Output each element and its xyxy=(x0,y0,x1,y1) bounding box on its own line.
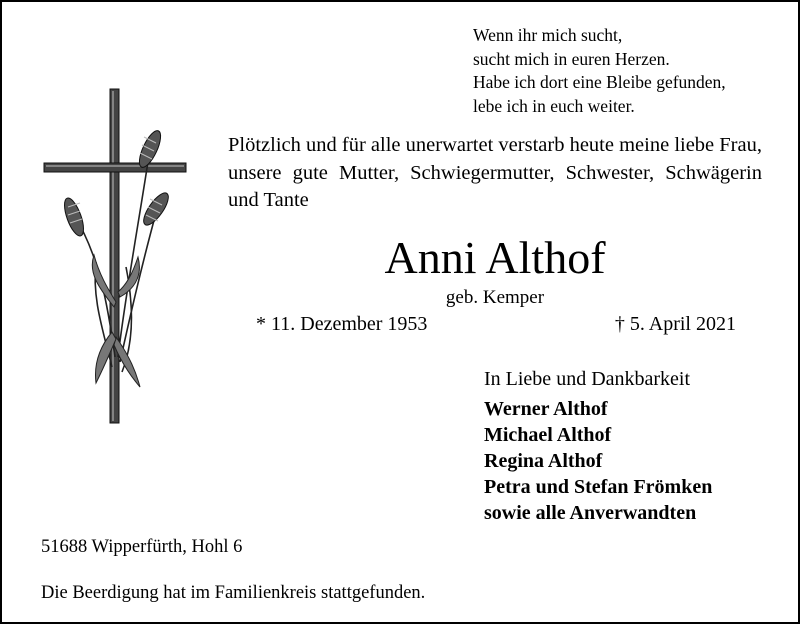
poem-line: Habe ich dort eine Bleibe gefunden, xyxy=(473,72,726,92)
cross-with-wheat-icon xyxy=(40,87,190,427)
birth-date: * 11. Dezember 1953 xyxy=(256,313,428,335)
funeral-note: Die Beerdigung hat im Familienkreis stattgefunden. xyxy=(41,583,426,603)
poem-line: Wenn ihr mich sucht, xyxy=(473,25,623,45)
mourners-list xyxy=(484,396,712,526)
mourner-name: Werner Althof xyxy=(484,398,608,420)
mourners-intro: In Liebe und Dankbarkeit xyxy=(484,368,691,390)
poem xyxy=(473,24,726,118)
mourner-name: Petra und Stefan Frömken xyxy=(484,476,713,498)
mourner-name: Regina Althof xyxy=(484,450,603,472)
maiden-name: geb. Kemper xyxy=(445,287,545,308)
death-date: † 5. April 2021 xyxy=(614,313,736,335)
poem-line: sucht mich in euren Herzen. xyxy=(473,48,670,69)
poem-line: lebe ich in euch weiter. xyxy=(473,95,635,116)
mourner-name: sowie alle Anverwandten xyxy=(484,502,697,524)
deceased-name: Anni Althof xyxy=(384,232,606,283)
mourner-name: Michael Althof xyxy=(484,424,612,446)
announcement-intro: Plötzlich und für alle unerwartet verstarb heute meine liebe Frau, unsere gute Mutter, Schwiegermutter, Schwester, Schwägerin und Tante xyxy=(228,134,762,211)
address: 51688 Wipperfürth, Hohl 6 xyxy=(41,537,243,557)
